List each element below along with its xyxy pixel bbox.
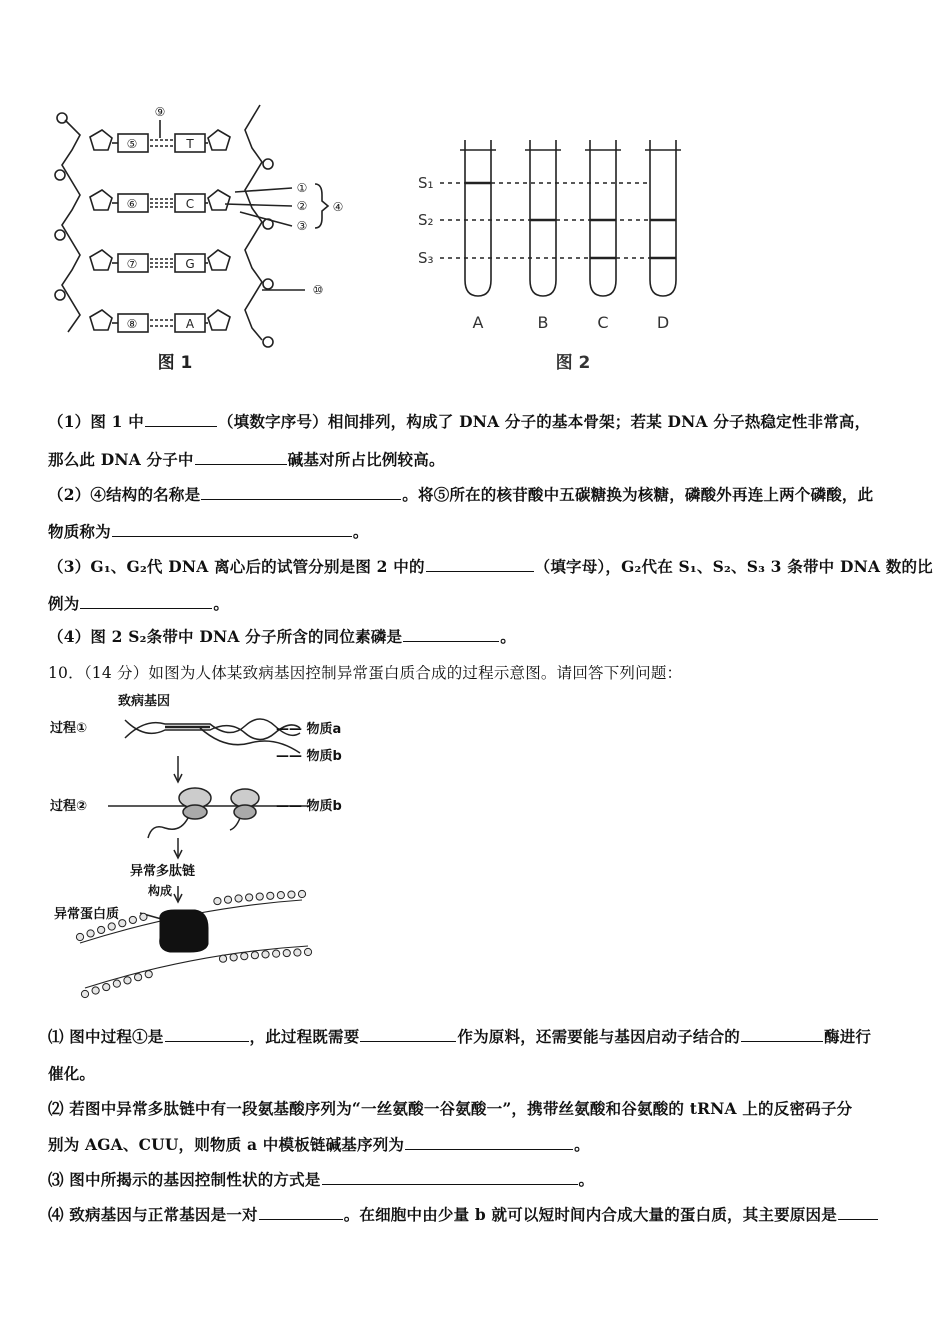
answer-blank[interactable] bbox=[195, 450, 287, 465]
q10-line-1 bbox=[48, 1025, 871, 1047]
lipid-head bbox=[98, 926, 105, 933]
label-9: ⑨ bbox=[154, 105, 166, 119]
q9-text: 那么此 DNA 分子中 bbox=[48, 450, 194, 469]
lipid-head bbox=[294, 949, 301, 956]
label-10: ⑩ bbox=[312, 283, 324, 297]
answer-blank[interactable] bbox=[80, 594, 212, 609]
answer-blank[interactable] bbox=[426, 557, 534, 572]
lipid-head bbox=[87, 930, 94, 937]
lipid-head bbox=[283, 949, 290, 956]
label-4: ④ bbox=[332, 200, 344, 214]
answer-blank[interactable] bbox=[259, 1205, 343, 1220]
substance-a-label: —— 物质a bbox=[276, 722, 342, 737]
q10-text: 催化。 bbox=[48, 1064, 96, 1083]
lipid-head bbox=[277, 892, 284, 899]
lipid-head bbox=[224, 896, 231, 903]
label-7: ⑦ bbox=[126, 257, 138, 271]
lipid-head bbox=[76, 933, 83, 940]
q10-text: 。 bbox=[574, 1135, 590, 1154]
lipid-head bbox=[219, 955, 226, 962]
lipid-head bbox=[140, 913, 147, 920]
abnormal-protein-blob bbox=[160, 910, 208, 952]
q9-line-4 bbox=[48, 520, 369, 542]
substance-b-label-2: —— 物质b bbox=[276, 799, 342, 814]
lipid-head bbox=[134, 974, 141, 981]
q10-text: ⑵ 若图中异常多肽链中有一段氨基酸序列为“一丝氨酸一谷氨酸一”，携带丝氨酸和谷氨酸的 tRNA 上的反密码子分 bbox=[48, 1099, 853, 1118]
protein-label: 异常蛋白质 bbox=[54, 907, 120, 922]
base-g: G bbox=[185, 257, 195, 271]
figure-3-svg bbox=[40, 688, 370, 1008]
answer-blank[interactable] bbox=[145, 412, 217, 427]
lipid-head bbox=[214, 897, 221, 904]
q10-line-3 bbox=[48, 1097, 852, 1119]
q10-line-2 bbox=[48, 1062, 95, 1084]
band-s3-label: S₃ bbox=[418, 249, 434, 267]
lipid-head bbox=[251, 952, 258, 959]
lipid-head bbox=[241, 953, 248, 960]
q10-line-5 bbox=[48, 1168, 594, 1190]
q9-line-6 bbox=[48, 592, 229, 614]
q9-text: （1）图 1 中 bbox=[48, 412, 144, 431]
band-s1-label: S₁ bbox=[418, 174, 434, 192]
answer-blank[interactable] bbox=[403, 627, 499, 642]
figure-1-svg bbox=[40, 100, 380, 380]
q9-line-5 bbox=[48, 555, 933, 577]
answer-blank[interactable] bbox=[322, 1170, 578, 1185]
label-1: ① bbox=[296, 181, 308, 195]
figure-2-caption: 图 2 bbox=[555, 353, 591, 373]
q10-text: ⑴ 图中过程①是 bbox=[48, 1027, 164, 1046]
tube-c-label: C bbox=[597, 313, 609, 332]
lipid-head bbox=[267, 892, 274, 899]
lipid-head bbox=[246, 894, 253, 901]
answer-blank[interactable] bbox=[741, 1027, 823, 1042]
q9-line-1 bbox=[48, 410, 870, 432]
lipid-head bbox=[298, 890, 305, 897]
q9-text: 。 bbox=[352, 522, 369, 541]
answer-blank[interactable] bbox=[112, 522, 352, 537]
tube-d-label: D bbox=[656, 313, 670, 332]
q10-text: 作为原料，还需要能与基因启动子结合的 bbox=[457, 1027, 741, 1046]
tube-b-label: B bbox=[537, 313, 549, 332]
base-c: C bbox=[185, 197, 195, 211]
q10-text: ⑶ 图中所揭示的基因控制性状的方式是 bbox=[48, 1170, 321, 1189]
lipid-head bbox=[103, 983, 110, 990]
q10-text: ，此过程既需要 bbox=[249, 1027, 360, 1046]
q9-text: （3）G₁、G₂代 DNA 离心后的试管分别是图 2 中的 bbox=[48, 557, 425, 576]
q10-text: 。 bbox=[578, 1170, 595, 1189]
q9-text: 。 bbox=[500, 627, 516, 646]
lipid-head bbox=[129, 916, 136, 923]
q10-header: 10．（14 分）如图为人体某致病基因控制异常蛋白质合成的过程示意图。请回答下列问题： bbox=[48, 664, 683, 682]
base-t: T bbox=[186, 137, 194, 151]
gene-label: 致病基因 bbox=[118, 694, 171, 709]
answer-blank[interactable] bbox=[201, 485, 401, 500]
q10-text: 酶进行 bbox=[824, 1027, 872, 1046]
label-3: ③ bbox=[296, 219, 308, 233]
lipid-head bbox=[288, 891, 295, 898]
answer-blank[interactable] bbox=[165, 1027, 249, 1042]
answer-blank[interactable] bbox=[838, 1205, 878, 1220]
label-8: ⑧ bbox=[126, 317, 138, 331]
q9-text: 物质称为 bbox=[48, 522, 111, 541]
lipid-head bbox=[108, 923, 115, 930]
label-2: ② bbox=[296, 199, 308, 213]
figure-1-dna-structure bbox=[40, 100, 380, 380]
lipid-head bbox=[273, 950, 280, 957]
base-a: A bbox=[185, 317, 195, 331]
q9-text: （填数字序号）相间排列，构成了 DNA 分子的基本骨架；若某 DNA 分子热稳定性非常高， bbox=[217, 412, 871, 431]
lipid-head bbox=[145, 971, 152, 978]
q10-text: ⑷ 致病基因与正常基因是一对 bbox=[48, 1205, 258, 1224]
q10-line-6 bbox=[48, 1203, 879, 1225]
lipid-head bbox=[113, 980, 120, 987]
lipid-head bbox=[235, 895, 242, 902]
lipid-head bbox=[81, 990, 88, 997]
q9-text: （填字母），G₂代在 S₁、S₂、S₃ 3 条带中 DNA 数的比 bbox=[534, 557, 933, 576]
figure-3-gene-expression bbox=[40, 688, 370, 1008]
lipid-head bbox=[230, 954, 237, 961]
label-5: ⑤ bbox=[126, 137, 138, 151]
figure-2-svg bbox=[410, 130, 700, 380]
label-6: ⑥ bbox=[126, 197, 138, 211]
lipid-head bbox=[119, 920, 126, 927]
lipid-head bbox=[256, 893, 263, 900]
q9-line-3 bbox=[48, 483, 873, 505]
q9-text: （2）④结构的名称是 bbox=[48, 485, 201, 504]
q9-text: 例为 bbox=[48, 594, 80, 613]
q9-line-2 bbox=[48, 448, 445, 470]
q9-line-7 bbox=[48, 625, 516, 647]
q9-text: 。将⑤所在的核苷酸中五碳糖换为核糖，磷酸外再连上两个磷酸，此 bbox=[402, 485, 874, 504]
q10-text: 别为 AGA、CUU，则物质 a 中模板链碱基序列为 bbox=[48, 1135, 405, 1154]
band-s2-label: S₂ bbox=[418, 211, 434, 229]
lipid-head bbox=[262, 951, 269, 958]
compose-label: 构成 bbox=[148, 884, 173, 898]
answer-blank[interactable] bbox=[405, 1135, 573, 1150]
q10-line-4 bbox=[48, 1133, 590, 1155]
process2-label: 过程② bbox=[50, 799, 88, 814]
figure-1-caption: 图 1 bbox=[157, 353, 193, 373]
lipid-head bbox=[92, 987, 99, 994]
substance-b-label-1: —— 物质b bbox=[276, 749, 342, 764]
tube-a-label: A bbox=[472, 313, 484, 332]
figure-2-tubes bbox=[410, 130, 700, 380]
q9-text: （4）图 2 S₂条带中 DNA 分子所含的同位素磷是 bbox=[48, 627, 403, 646]
polypeptide-label: 异常多肽链 bbox=[130, 864, 196, 879]
lipid-head bbox=[304, 948, 311, 955]
answer-blank[interactable] bbox=[360, 1027, 456, 1042]
q10-text: 。在细胞中由少量 b 就可以短时间内合成大量的蛋白质，其主要原因是 bbox=[343, 1205, 837, 1224]
process1-label: 过程① bbox=[50, 721, 88, 736]
q9-text: 碱基对所占比例较高。 bbox=[287, 450, 445, 469]
lipid-head bbox=[124, 977, 131, 984]
q9-text: 。 bbox=[213, 594, 230, 613]
